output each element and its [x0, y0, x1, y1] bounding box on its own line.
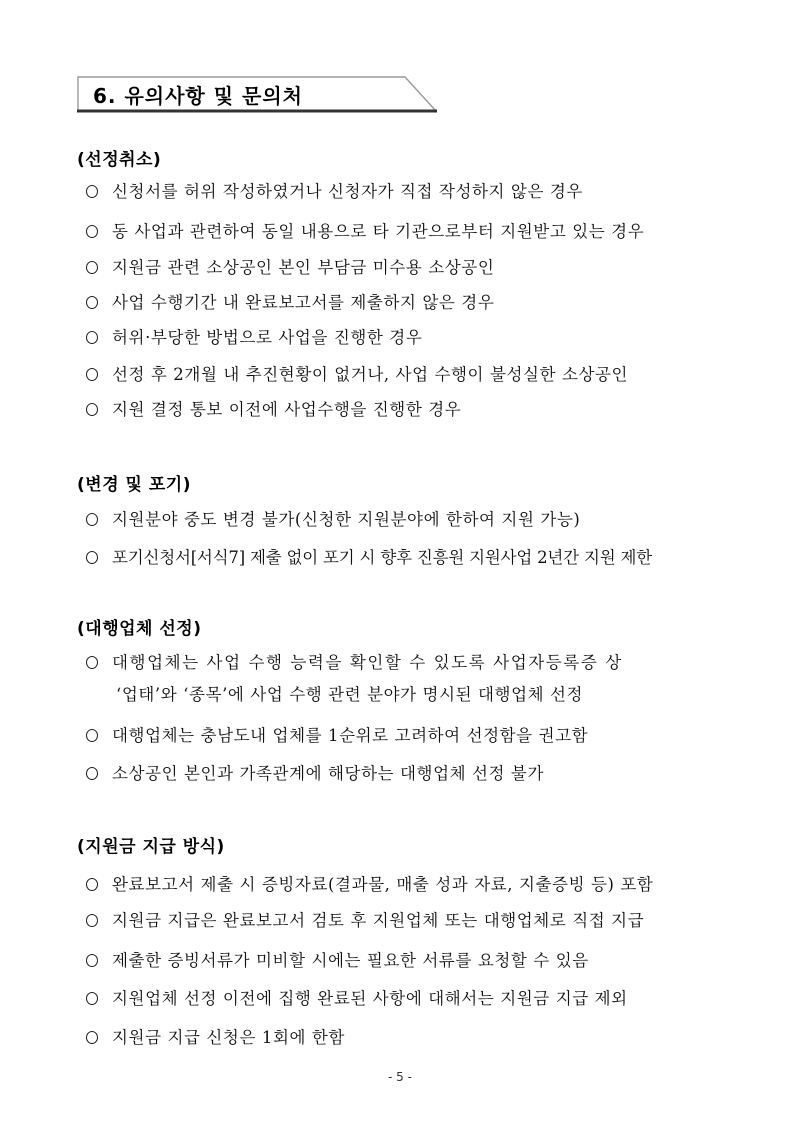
circle-bullet-icon — [86, 296, 98, 309]
list-item: 포기신청서[서식7] 제출 없이 포기 시 향후 진흥원 지원사업 2년간 지원 제한 — [86, 541, 726, 575]
section-heading-box — [77, 76, 437, 112]
list-item: 선정 후 2개월 내 추진현황이 없거나, 사업 수행이 불성실한 소상공인 — [86, 358, 726, 392]
list-item: 신청서를 허위 작성하였거나 신청자가 직접 작성하지 않은 경우 — [86, 175, 726, 209]
circle-bullet-icon — [86, 368, 98, 381]
circle-bullet-icon — [86, 1031, 98, 1044]
list-item: 지원금 지급은 완료보고서 검토 후 지원업체 또는 대행업체로 직접 지급 — [86, 904, 726, 938]
circle-bullet-icon — [86, 513, 98, 526]
list-item: 지원금 지급 신청은 1회에 한함 — [86, 1021, 726, 1055]
circle-bullet-icon — [86, 767, 98, 780]
list-item: 지원 결정 통보 이전에 사업수행을 진행한 경우 — [86, 393, 726, 427]
circle-bullet-icon — [86, 403, 98, 416]
circle-bullet-icon — [86, 914, 98, 927]
list-item: 완료보고서 제출 시 증빙자료(결과물, 매출 성과 자료, 지출증빙 등) 포함 — [86, 868, 726, 902]
circle-bullet-icon — [86, 185, 98, 198]
section-title-agency-selection: (대행업체 선정) — [77, 619, 202, 639]
circle-bullet-icon — [86, 878, 98, 891]
list-item: 제출한 증빙서류가 미비할 시에는 필요한 서류를 요청할 수 있음 — [86, 944, 726, 978]
list-item: 사업 수행기간 내 완료보고서를 제출하지 않은 경우 — [86, 286, 726, 320]
page-number: - 5 - — [388, 1070, 412, 1084]
list-item: 지원금 관련 소상공인 본인 부담금 미수용 소상공인 — [86, 251, 726, 285]
section-title-change-and-waiver: (변경 및 포기) — [77, 475, 191, 495]
list-item: 대행업체는 사업 수행 능력을 확인할 수 있도록 사업자등록증 상 — [86, 646, 726, 680]
section-title-selection-cancel: (선정취소) — [77, 150, 162, 170]
list-item: 지원업체 선정 이전에 집행 완료된 사항에 대해서는 지원금 지급 제외 — [86, 982, 726, 1016]
list-item: 대행업체는 충남도내 업체를 1순위로 고려하여 선정함을 권고함 — [86, 719, 726, 753]
list-item: 동 사업과 관련하여 동일 내용으로 타 기관으로부터 지원받고 있는 경우 — [86, 215, 726, 249]
circle-bullet-icon — [86, 551, 98, 564]
list-item-continuation: ‘업태’와 ‘종목’에 사업 수행 관련 분야가 명시된 대행업체 선정 — [116, 685, 584, 704]
circle-bullet-icon — [86, 225, 98, 238]
circle-bullet-icon — [86, 992, 98, 1005]
circle-bullet-icon — [86, 954, 98, 967]
circle-bullet-icon — [86, 331, 98, 344]
circle-bullet-icon — [86, 656, 98, 669]
circle-bullet-icon — [86, 261, 98, 274]
list-item: 허위·부당한 방법으로 사업을 진행한 경우 — [86, 321, 726, 355]
section-title-payment-method: (지원금 지급 방식) — [77, 837, 225, 857]
list-item: 지원분야 중도 변경 불가(신청한 지원분야에 한하여 지원 가능) — [86, 503, 726, 537]
page-heading: 6. 유의사항 및 문의처 — [93, 84, 303, 108]
list-item: 소상공인 본인과 가족관계에 해당하는 대행업체 선정 불가 — [86, 757, 726, 791]
circle-bullet-icon — [86, 729, 98, 742]
